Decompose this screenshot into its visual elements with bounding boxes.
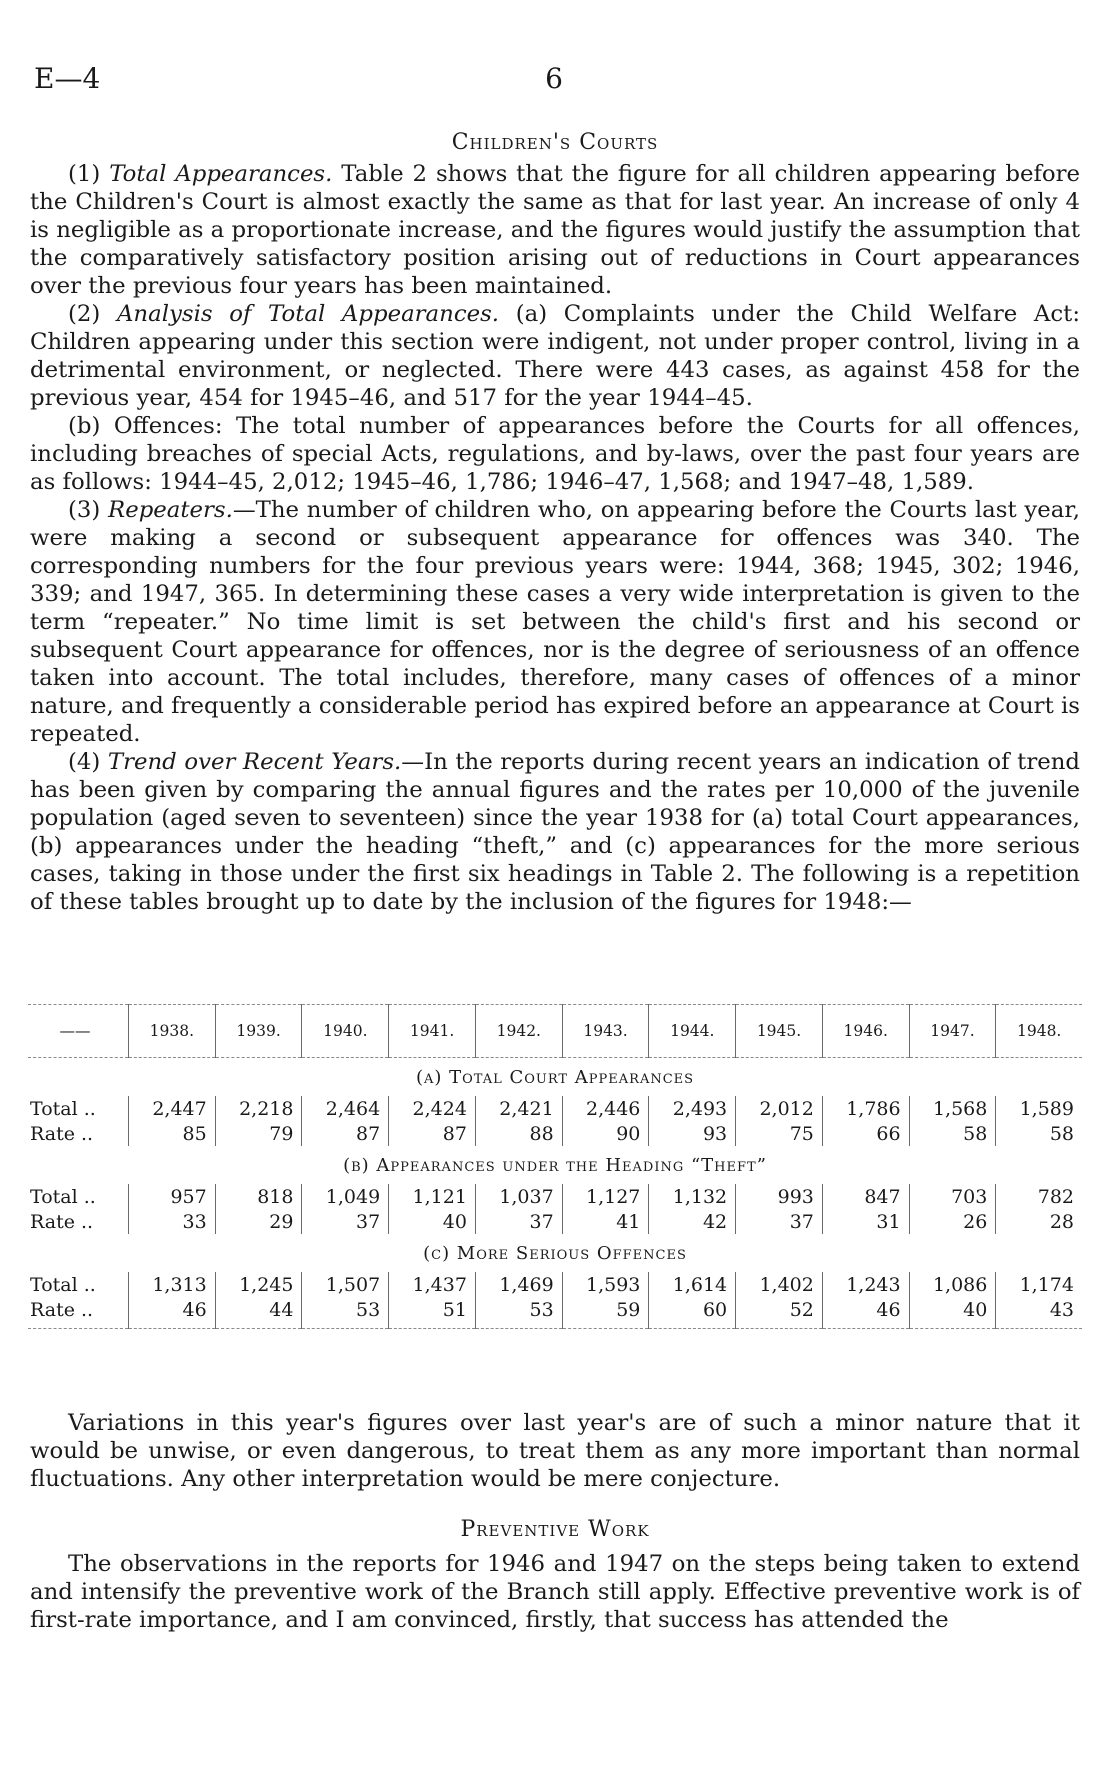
table-cell: 1,313	[129, 1272, 216, 1297]
table-section-row	[28, 1234, 1082, 1272]
table-cell: 1,049	[302, 1184, 389, 1209]
table-cell: 79	[215, 1121, 302, 1146]
table-cell: 1,614	[649, 1272, 736, 1297]
table-cell: 818	[215, 1184, 302, 1209]
table-cell: 2,012	[736, 1096, 823, 1121]
table-cell: 1,469	[475, 1272, 562, 1297]
year-header: 1942.	[475, 1005, 562, 1058]
table-cell: 53	[302, 1297, 389, 1329]
paragraph-number: (4)	[68, 749, 108, 775]
table-cell: 90	[562, 1121, 649, 1146]
table-section-row	[28, 1146, 1082, 1184]
year-header: 1938.	[129, 1005, 216, 1058]
after-table-text	[30, 1409, 1080, 1493]
table-cell: 29	[215, 1209, 302, 1234]
table-row	[28, 1297, 1082, 1329]
table-cell: 58	[909, 1121, 996, 1146]
table-cell: 1,589	[996, 1096, 1082, 1121]
paragraph-heading: Total Appearances.	[109, 161, 333, 187]
table-cell: 53	[475, 1297, 562, 1329]
table-cell: 2,421	[475, 1096, 562, 1121]
row-label: Total ..	[30, 1185, 96, 1208]
table-cell: 1,086	[909, 1272, 996, 1297]
row-label: Total ..	[30, 1273, 96, 1296]
table-row	[28, 1096, 1082, 1121]
section-body-preventive-work	[30, 1550, 1080, 1634]
table-cell: 46	[129, 1297, 216, 1329]
table-cell: 52	[736, 1297, 823, 1329]
year-header: 1943.	[562, 1005, 649, 1058]
table-cell: 2,424	[389, 1096, 476, 1121]
table-cell: 40	[389, 1209, 476, 1234]
table-cell: 44	[215, 1297, 302, 1329]
row-label: Total ..	[30, 1097, 96, 1120]
document-code: E—4	[34, 62, 101, 95]
paragraph-heading: Trend over Recent Years.	[107, 749, 402, 775]
paragraph-number: (3)	[68, 497, 109, 523]
table-cell: 993	[736, 1184, 823, 1209]
section-body-childrens-courts	[30, 160, 1080, 916]
table-corner: ——	[28, 1005, 129, 1058]
table-cell: 75	[736, 1121, 823, 1146]
table-cell: 2,446	[562, 1096, 649, 1121]
table-cell: 37	[475, 1209, 562, 1234]
table-cell: 66	[822, 1121, 909, 1146]
paragraph-text: Offences: The total number of appearances before the Courts for all offences, including breaches of special Acts, regulations, and by-laws, over the past four years are as follows: 1944–45, 2,012; 1945–46, 1,786; 1946–47, 1,568; and 1947–48, 1,589.	[30, 413, 1080, 495]
table-cell: 85	[129, 1121, 216, 1146]
table-cell: 1,507	[302, 1272, 389, 1297]
running-head	[34, 62, 1074, 102]
row-label: Rate ..	[28, 1297, 129, 1329]
table-cell: 43	[996, 1297, 1082, 1329]
year-header: 1947.	[909, 1005, 996, 1058]
table-cell: 51	[389, 1297, 476, 1329]
table-cell: 1,243	[822, 1272, 909, 1297]
paragraph-heading: Repeaters.	[108, 497, 233, 523]
table-cell: 1,132	[649, 1184, 736, 1209]
table-cell: 37	[736, 1209, 823, 1234]
table-section-title: (b) Appearances under the Heading “Theft”	[343, 1154, 767, 1176]
table-cell: 60	[649, 1297, 736, 1329]
row-label: Rate ..	[30, 1210, 94, 1233]
table-cell: 1,402	[736, 1272, 823, 1297]
page-number: 6	[545, 62, 563, 95]
table-row	[28, 1209, 1082, 1234]
year-header: 1939.	[215, 1005, 302, 1058]
table-cell: 1,437	[389, 1272, 476, 1297]
paragraph-analysis	[30, 300, 1080, 412]
table-section-title: (a) Total Court Appearances	[415, 1066, 695, 1088]
paragraph-offences	[30, 412, 1080, 496]
table-cell: 1,174	[996, 1272, 1082, 1297]
table-cell: 2,447	[129, 1096, 216, 1121]
section-title-childrens-courts: Children's Courts	[451, 130, 659, 155]
table-cell: 41	[562, 1209, 649, 1234]
table-cell: 31	[822, 1209, 909, 1234]
table-cell: 33	[129, 1209, 216, 1234]
paragraph-number: (2)	[68, 301, 117, 327]
paragraph-heading: Analysis of Total Appearances.	[116, 301, 500, 327]
table-row	[28, 1272, 1082, 1297]
table-cell: 1,037	[475, 1184, 562, 1209]
year-header: 1944.	[649, 1005, 736, 1058]
year-header: 1945.	[736, 1005, 823, 1058]
table-cell: 957	[129, 1184, 216, 1209]
table-cell: 1,127	[562, 1184, 649, 1209]
table-cell: 59	[562, 1297, 649, 1329]
table-cell: 1,786	[822, 1096, 909, 1121]
table-row	[28, 1184, 1082, 1209]
table-cell: 847	[822, 1184, 909, 1209]
table-cell: 1,121	[389, 1184, 476, 1209]
section-title-preventive-work: Preventive Work	[460, 1517, 650, 1542]
year-header: 1946.	[822, 1005, 909, 1058]
row-label: Rate ..	[30, 1122, 94, 1145]
table-cell: 703	[909, 1184, 996, 1209]
table-row	[28, 1121, 1082, 1146]
table-cell: 87	[302, 1121, 389, 1146]
table-cell: 88	[475, 1121, 562, 1146]
paragraph-number: (1)	[68, 161, 110, 187]
table-cell: 46	[822, 1297, 909, 1329]
trend-table-wrap	[28, 1004, 1082, 1329]
paragraph-variations: Variations in this year's figures over last year's are of such a minor nature that it would be unwise, or even dangerous, to treat them as any more important than normal fluctuations. Any other interpretation would be mere conjecture.	[30, 1410, 1080, 1492]
paragraph-number: (b)	[68, 413, 114, 439]
table-cell: 2,493	[649, 1096, 736, 1121]
year-header: 1941.	[389, 1005, 476, 1058]
table-section-title: (c) More Serious Offences	[423, 1242, 687, 1264]
table-cell: 2,218	[215, 1096, 302, 1121]
paragraph-preventive: The observations in the reports for 1946 and 1947 on the steps being taken to extend and intensify the preventive work of the Branch still apply. Effective preventive work is of first-rate importance, and I am convinced, firstly, that success has attended the	[30, 1551, 1080, 1633]
table-header-row	[28, 1005, 1082, 1058]
paragraph-repeaters	[30, 496, 1080, 748]
trend-table	[28, 1004, 1082, 1329]
table-cell: 40	[909, 1297, 996, 1329]
table-cell: 1,593	[562, 1272, 649, 1297]
table-cell: 1,245	[215, 1272, 302, 1297]
paragraph-text: —In the reports during recent years an indication of trend has been given by comparing the annual figures and the rates per 10,000 of the juvenile population (aged seven to seventeen) since the year 1938 for (a) total Court appearances, (b) appearances under the heading “theft,” and (c) appearances for the more serious cases, taking in those under the first six headings in Table 2. The following is a repetition of these tables brought up to date by the inclusion of the figures for 1948:—	[30, 749, 1080, 915]
table-cell: 2,464	[302, 1096, 389, 1121]
table-cell: 37	[302, 1209, 389, 1234]
table-cell: 58	[996, 1121, 1082, 1146]
paragraph-trend	[30, 748, 1080, 916]
table-section-row	[28, 1058, 1082, 1097]
paragraph-total-appearances	[30, 160, 1080, 300]
table-cell: 87	[389, 1121, 476, 1146]
table-cell: 42	[649, 1209, 736, 1234]
paragraph-text: —The number of children who, on appearing before the Courts last year, were making a second or subsequent appearance for offences was 340. The corresponding numbers for the four previous years were: 1944, 368; 1945, 302; 1946, 339; and 1947, 365. In determining these cases a very wide interpretation is given to the term “repeater.” No time limit is set between the child's first and his second or subsequent Court appearance for offences, nor is the degree of seriousness of an offence taken into account. The total includes, therefore, many cases of offences of a minor nature, and frequently a considerable period has expired before an appearance at Court is repeated.	[30, 497, 1080, 747]
year-header: 1948.	[996, 1005, 1082, 1058]
table-cell: 782	[996, 1184, 1082, 1209]
paragraph-text: (a) Complaints under the Child Welfare Act: Children appearing under this section were indigent, not under proper control, living in a detrimental environment, or neglected. There were 443 cases, as against 458 for the previous year, 454 for 1945–46, and 517 for the year 1944–45.	[30, 301, 1081, 411]
table-cell: 26	[909, 1209, 996, 1234]
table-cell: 1,568	[909, 1096, 996, 1121]
year-header: 1940.	[302, 1005, 389, 1058]
paragraph-text: Table 2 shows that the figure for all children appearing before the Children's Court is almost exactly the same as that for last year. An increase of only 4 is negligible as a proportionate increase, and the figures would justify the assumption that the comparatively satisfactory position arising out of reductions in Court appearances over the previous four years has been maintained.	[30, 161, 1081, 299]
table-cell: 93	[649, 1121, 736, 1146]
table-cell: 28	[996, 1209, 1082, 1234]
